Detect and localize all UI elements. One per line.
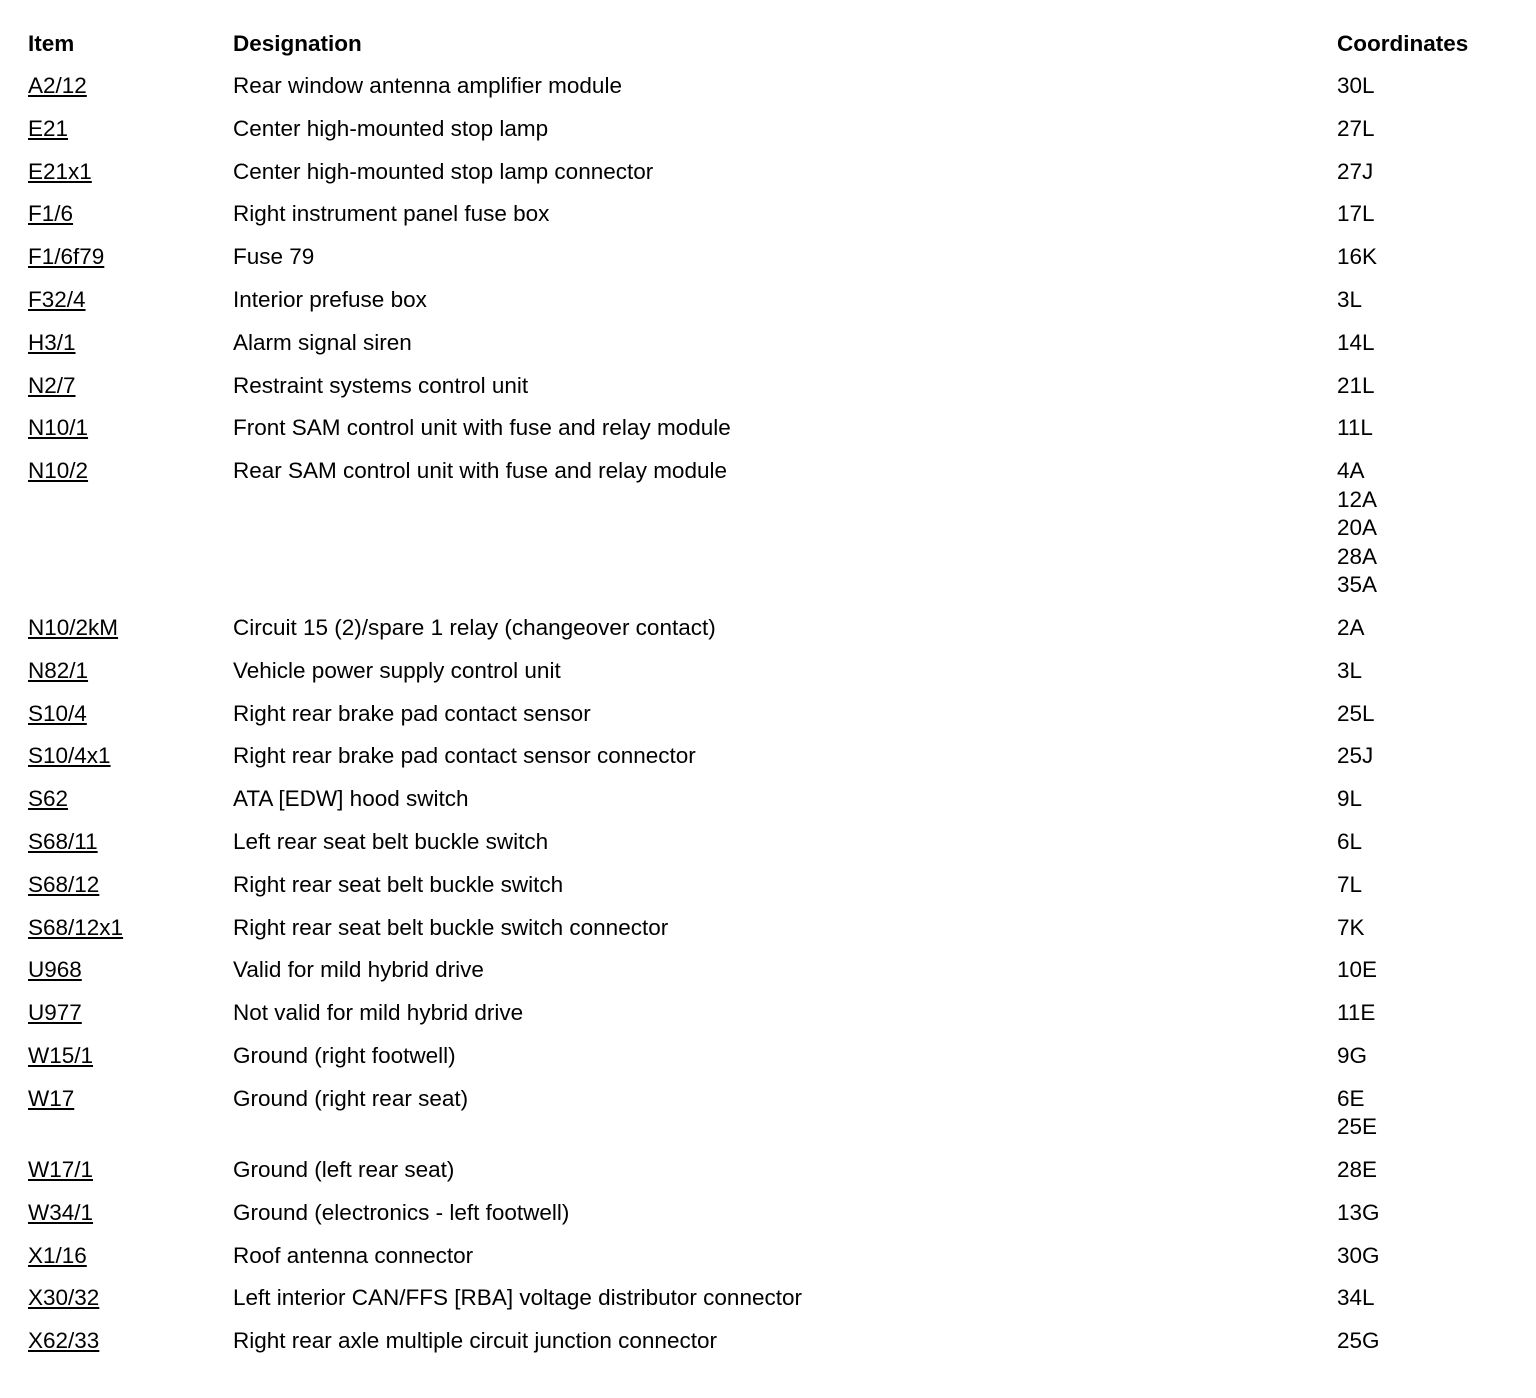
coordinates-cell <box>1337 612 1507 655</box>
table-row <box>28 455 1507 612</box>
table-row <box>28 698 1507 741</box>
coordinate-value: 13G <box>1337 1199 1380 1225</box>
table-row <box>28 1325 1507 1368</box>
item-cell <box>28 783 233 826</box>
designation-cell: Circuit 15 (2)/spare 1 relay (changeover contact) <box>233 614 716 640</box>
item-link[interactable]: W17/1 <box>28 1157 94 1183</box>
item-cell <box>28 698 233 741</box>
coordinates-cell <box>1337 1282 1507 1325</box>
coordinate-value: 25G <box>1337 1328 1380 1354</box>
table-row <box>28 327 1507 370</box>
designation-cell: Rear window antenna amplifier module <box>233 73 622 98</box>
coordinate-value: 25J <box>1337 743 1374 769</box>
coordinates-cell <box>1337 327 1507 370</box>
designation-cell: Fuse 79 <box>233 244 315 270</box>
item-cell <box>28 655 233 698</box>
coordinates-cell <box>1337 1083 1507 1154</box>
coordinate-value: 25L <box>1337 700 1375 726</box>
coordinate-value: 27J <box>1337 158 1374 184</box>
item-cell <box>28 1040 233 1083</box>
item-cell <box>28 1240 233 1283</box>
item-link[interactable]: S68/12 <box>28 871 100 897</box>
table-row <box>28 70 1507 113</box>
table-row <box>28 156 1507 199</box>
header-item: Item <box>28 31 75 56</box>
item-link[interactable]: U968 <box>28 957 82 983</box>
designation-cell: Ground (right rear seat) <box>233 1085 469 1111</box>
item-link[interactable]: E21x1 <box>28 158 92 184</box>
table-row <box>28 869 1507 912</box>
coordinates-cell <box>1337 156 1507 199</box>
item-link[interactable]: X62/33 <box>28 1328 100 1354</box>
table-row <box>28 912 1507 955</box>
coordinate-value: 9G <box>1337 1042 1368 1068</box>
coordinate-value: 11L <box>1337 415 1373 441</box>
item-cell <box>28 284 233 327</box>
table-row <box>28 113 1507 156</box>
designation-cell: Valid for mild hybrid drive <box>233 957 484 983</box>
coordinate-value: 10E <box>1337 957 1378 983</box>
table-row <box>28 655 1507 698</box>
coordinate-value: 9L <box>1337 786 1363 812</box>
table-row <box>28 740 1507 783</box>
item-cell <box>28 1154 233 1197</box>
designation-cell: Center high-mounted stop lamp connector <box>233 158 654 184</box>
item-cell <box>28 912 233 955</box>
coordinates-cell <box>1337 412 1507 455</box>
designation-cell: Right rear brake pad contact sensor connector <box>233 743 696 769</box>
item-cell <box>28 455 233 612</box>
coordinates-cell <box>1337 284 1507 327</box>
item-cell <box>28 156 233 199</box>
coordinate-value: 20A <box>1337 515 1378 541</box>
item-cell <box>28 327 233 370</box>
designation-cell: Rear SAM control unit with fuse and relay module <box>233 458 727 484</box>
designation-cell: Restraint systems control unit <box>233 372 529 398</box>
item-link[interactable]: N10/1 <box>28 415 89 441</box>
coordinates-cell <box>1337 655 1507 698</box>
coordinates-cell <box>1337 1154 1507 1197</box>
item-cell <box>28 1083 233 1154</box>
coordinate-value: 7L <box>1337 871 1363 897</box>
coordinates-cell <box>1337 1040 1507 1083</box>
designation-cell: Right rear brake pad contact sensor <box>233 700 591 726</box>
designation-cell: Vehicle power supply control unit <box>233 657 561 683</box>
coordinate-value: 6E <box>1337 1085 1365 1111</box>
component-legend-table <box>28 25 1507 1368</box>
designation-cell: Center high-mounted stop lamp <box>233 115 549 141</box>
item-link[interactable]: E21 <box>28 115 69 141</box>
designation-cell: Ground (left rear seat) <box>233 1157 455 1183</box>
item-link[interactable]: S68/11 <box>28 828 98 854</box>
legend-body <box>28 70 1507 1368</box>
designation-cell: Front SAM control unit with fuse and relay module <box>233 415 731 441</box>
coordinates-cell <box>1337 1197 1507 1240</box>
coordinate-value: 27L <box>1337 115 1375 141</box>
table-row <box>28 370 1507 413</box>
designation-cell: Left interior CAN/FFS [RBA] voltage distributor connector <box>233 1285 802 1311</box>
coordinate-value: 2A <box>1337 614 1365 640</box>
item-link[interactable]: F1/6 <box>28 201 74 227</box>
item-link[interactable]: S68/12x1 <box>28 914 124 940</box>
coordinate-value: 12A <box>1337 486 1378 512</box>
table-row <box>28 412 1507 455</box>
coordinates-cell <box>1337 912 1507 955</box>
coordinates-cell <box>1337 241 1507 284</box>
table-row <box>28 198 1507 241</box>
coordinate-value: 7K <box>1337 914 1365 940</box>
table-row <box>28 284 1507 327</box>
table-row <box>28 241 1507 284</box>
coordinate-value: 30G <box>1337 1242 1380 1268</box>
designation-cell: Alarm signal siren <box>233 329 412 355</box>
coordinate-value: 16K <box>1337 244 1378 270</box>
table-row <box>28 612 1507 655</box>
header-designation: Designation <box>233 31 362 56</box>
table-row <box>28 1197 1507 1240</box>
table-row <box>28 1083 1507 1154</box>
table-row <box>28 1240 1507 1283</box>
coordinate-value: 28A <box>1337 543 1378 569</box>
coordinate-value: 6L <box>1337 828 1363 854</box>
table-row <box>28 954 1507 997</box>
item-cell <box>28 954 233 997</box>
item-cell <box>28 370 233 413</box>
coordinate-value: 14L <box>1337 329 1375 355</box>
designation-cell: Not valid for mild hybrid drive <box>233 1000 524 1026</box>
coordinate-value: 17L <box>1337 201 1375 227</box>
item-cell <box>28 826 233 869</box>
table-row <box>28 783 1507 826</box>
coordinates-cell <box>1337 113 1507 156</box>
coordinate-value: 3L <box>1337 286 1363 312</box>
table-row <box>28 997 1507 1040</box>
item-cell <box>28 1197 233 1240</box>
item-link[interactable]: W17 <box>28 1085 75 1111</box>
designation-cell: Ground (electronics - left footwell) <box>233 1199 570 1225</box>
item-link[interactable]: U977 <box>28 1000 82 1026</box>
item-link[interactable]: N82/1 <box>28 657 89 683</box>
designation-cell: Right instrument panel fuse box <box>233 201 550 227</box>
designation-cell: Interior prefuse box <box>233 286 427 312</box>
item-link[interactable]: W34/1 <box>28 1199 94 1225</box>
item-link[interactable]: W15/1 <box>28 1042 94 1068</box>
item-cell <box>28 412 233 455</box>
coordinates-cell <box>1337 70 1507 113</box>
item-link[interactable]: S10/4x1 <box>28 743 111 769</box>
coordinate-value: 4A <box>1337 458 1365 484</box>
coordinate-value: 35A <box>1337 572 1378 598</box>
coordinates-cell <box>1337 826 1507 869</box>
item-link[interactable]: S10/4 <box>28 700 87 726</box>
item-link[interactable]: S62 <box>28 786 69 812</box>
coordinate-value: 11E <box>1337 1000 1376 1026</box>
item-cell <box>28 997 233 1040</box>
item-cell <box>28 1325 233 1368</box>
coordinate-value: 25E <box>1337 1114 1378 1140</box>
item-link[interactable]: N10/2 <box>28 458 89 484</box>
coordinates-cell <box>1337 783 1507 826</box>
table-row <box>28 1154 1507 1197</box>
item-link[interactable]: F1/6f79 <box>28 244 105 270</box>
table-row <box>28 1040 1507 1083</box>
coordinates-cell <box>1337 370 1507 413</box>
coordinate-value: 30L <box>1337 73 1375 98</box>
item-link[interactable]: F32/4 <box>28 286 86 312</box>
item-cell <box>28 113 233 156</box>
coordinates-cell <box>1337 1325 1507 1368</box>
coordinate-value: 34L <box>1337 1285 1375 1311</box>
item-cell <box>28 612 233 655</box>
item-link[interactable]: N10/2kM <box>28 614 119 640</box>
item-cell <box>28 869 233 912</box>
table-row <box>28 1282 1507 1325</box>
item-link[interactable]: N2/7 <box>28 372 76 398</box>
coordinates-cell <box>1337 997 1507 1040</box>
item-cell <box>28 241 233 284</box>
designation-cell: Left rear seat belt buckle switch <box>233 828 549 854</box>
coordinates-cell <box>1337 869 1507 912</box>
header-row <box>28 25 1507 70</box>
coordinate-value: 28E <box>1337 1157 1378 1183</box>
coordinates-cell <box>1337 198 1507 241</box>
item-cell <box>28 1282 233 1325</box>
coordinates-cell <box>1337 455 1507 612</box>
table-row <box>28 826 1507 869</box>
coordinates-cell <box>1337 698 1507 741</box>
designation-cell: Right rear seat belt buckle switch connector <box>233 914 669 940</box>
coordinates-cell <box>1337 1240 1507 1283</box>
coordinates-cell <box>1337 740 1507 783</box>
item-cell <box>28 70 233 113</box>
designation-cell: Right rear seat belt buckle switch <box>233 871 564 897</box>
designation-cell: Ground (right footwell) <box>233 1042 456 1068</box>
item-cell <box>28 740 233 783</box>
item-cell <box>28 198 233 241</box>
coordinate-value: 21L <box>1337 372 1375 398</box>
coordinates-cell <box>1337 954 1507 997</box>
item-link[interactable]: X30/32 <box>28 1285 100 1311</box>
item-link[interactable]: H3/1 <box>28 329 76 355</box>
coordinate-value: 3L <box>1337 657 1363 683</box>
item-link[interactable]: X1/16 <box>28 1242 87 1268</box>
header-coordinates: Coordinates <box>1337 31 1469 56</box>
designation-cell: Roof antenna connector <box>233 1242 474 1268</box>
item-link[interactable]: A2/12 <box>28 73 87 98</box>
designation-cell: ATA [EDW] hood switch <box>233 786 469 812</box>
designation-cell: Right rear axle multiple circuit junction connector <box>233 1328 717 1354</box>
